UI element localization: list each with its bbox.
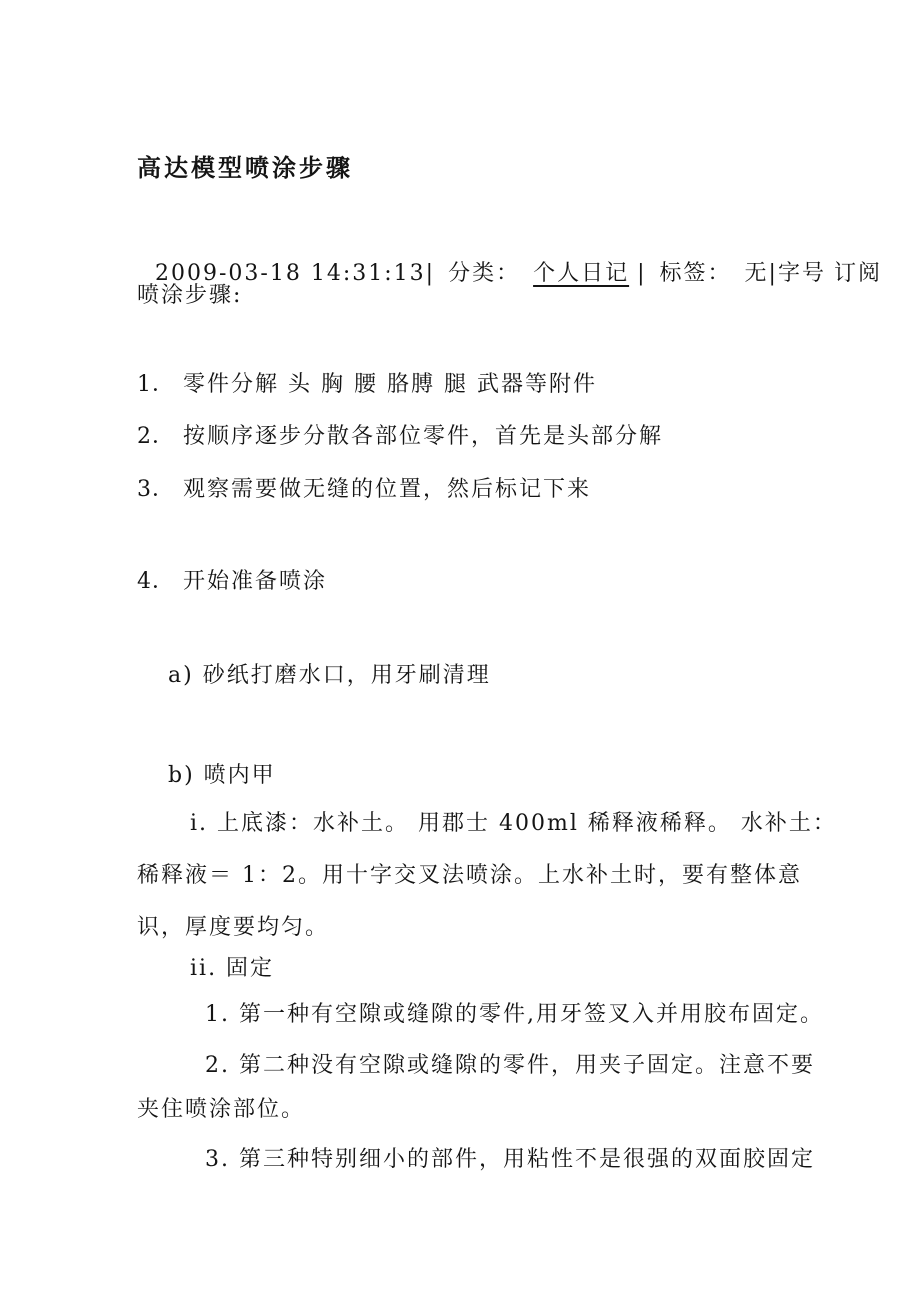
tags-value: 无 [744,261,769,286]
detail-ii-heading: ii. 固定 [190,956,275,981]
step-item-4 [137,566,327,598]
category-link[interactable]: 个人日记 [533,261,630,286]
tags-label: 标签： [659,261,732,286]
meta-divider: | [768,261,778,286]
substep-b: b) 喷内甲 [168,763,276,788]
step-item-3 [137,474,591,506]
step-item-2 [137,421,663,453]
detail-ii-item2: 2. 第二种没有空隙或缝隙的零件，用夹子固定。注意不要 [205,1053,815,1078]
step-item-1 [137,369,597,401]
post-meta [137,226,882,290]
detail-i-line2: 稀释液＝ 1：2。用十字交叉法喷涂。上水补土时，要有整体意 [137,863,802,888]
subscribe-link[interactable]: 订阅 [833,261,882,286]
detail-i-line3: 识，厚度要均匀。 [137,915,330,940]
detail-ii-item1: 1. 第一种有空隙或缝隙的零件,用牙签叉入并用胶布固定。 [205,1002,824,1027]
post-timestamp: 2009-03-18 14:31:13| [155,261,436,286]
meta-separator: | [637,261,647,286]
intro-line: 喷涂步骤: [137,283,243,308]
step-text: 观察需要做无缝的位置，然后标记下来 [183,477,592,502]
step-text: 按顺序逐步分散各部位零件，首先是头部分解 [183,424,664,449]
detail-i-line1: i. 上底漆：水补土。 用郡士 400ml 稀释液稀释。 水补土： [190,811,837,836]
font-size-control[interactable]: 字号 [777,261,826,286]
step-text: 开始准备喷涂 [183,569,328,594]
step-number: 2． [137,424,175,449]
step-number: 3． [137,477,175,502]
step-text: 零件分解 头 胸 腰 胳膊 腿 武器等附件 [183,372,597,397]
detail-ii-item3: 3. 第三种特别细小的部件，用粘性不是很强的双面胶固定 [205,1147,815,1172]
step-number: 4． [137,569,175,594]
step-number: 1． [137,372,175,397]
page-title: 高达模型喷涂步骤 [137,153,353,182]
category-label: 分类： [448,261,521,286]
substep-a: a) 砂纸打磨水口，用牙刷清理 [168,663,491,688]
detail-ii-item2-cont: 夹住喷涂部位。 [137,1097,306,1122]
